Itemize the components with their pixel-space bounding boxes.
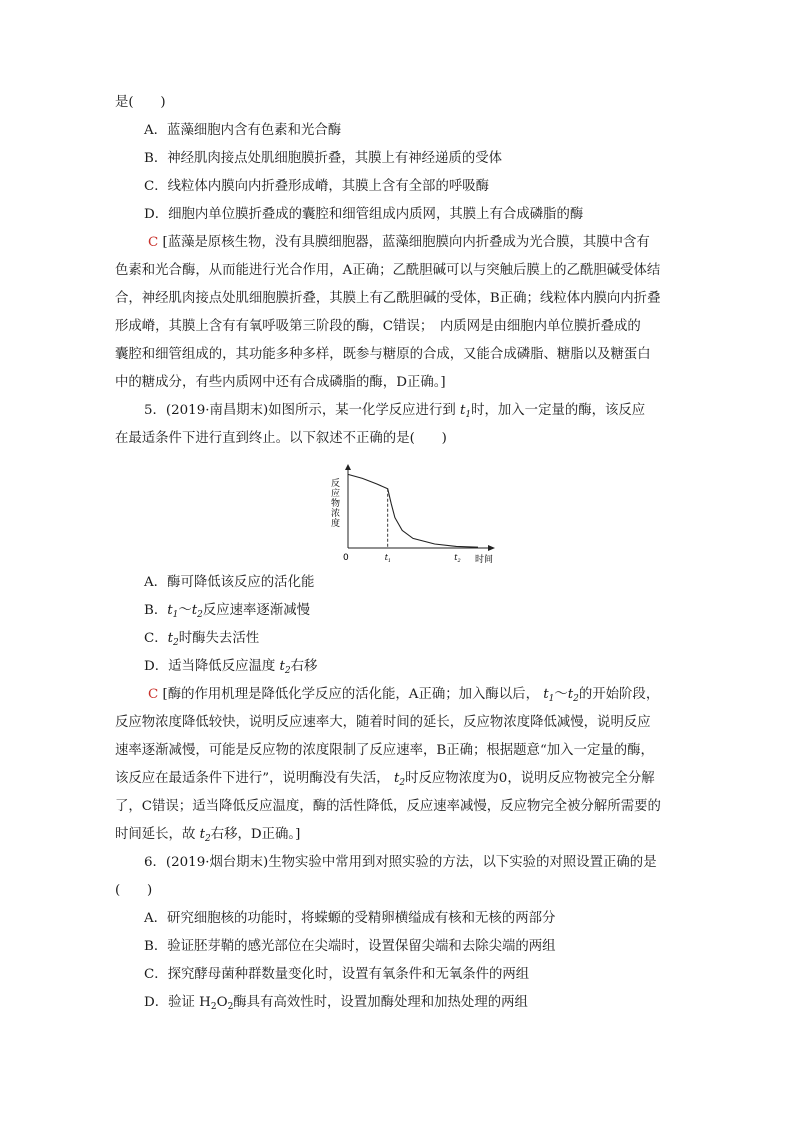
q5-explanation-line: C [酶的作用机理是降低化学反应的活化能，A正确；加入酶以后， $t_1\sim t_2$的开始阶段， <box>148 687 660 704</box>
q5-stem-line <box>0 399 794 423</box>
q5-explanation-line: 该反应在最适条件下进行”，说明酶没有失活， $t_2$时反应物浓度为0，说明反应物被完全分解 <box>115 771 655 788</box>
q4-explanation-line: 中的糖成分，有些内质网中还有合成磷脂的酶，D正确。] <box>115 375 446 390</box>
y-axis-arrow-icon <box>345 464 351 470</box>
reactant-concentration-curve <box>348 474 478 547</box>
reaction-curve-chart <box>328 464 504 564</box>
y-axis-label-char: 度 <box>331 519 341 529</box>
q5-explanation-line: 速率逐渐减慢，可能是反应物的浓度限制了反应速率，B正确；根据题意“加入一定量的酶， <box>115 743 654 758</box>
q5-t1-symbol: $t_1$ <box>460 403 472 420</box>
q4-explanation-line: 形成嵴，其膜上含有有氧呼吸第三阶段的酶，C错误； 内质网是由细胞内单位膜折叠成的 <box>115 319 641 334</box>
q5-stem-line: 在最适条件下进行直到终止。以下叙述不正确的是( ) <box>115 431 447 446</box>
q4-explanation-line <box>0 231 794 255</box>
y-axis-label-char: 物 <box>331 499 341 509</box>
x-axis-label: 时间 <box>475 555 494 564</box>
q4-explanation-line: 色素和光合酶，从而能进行光合作用，A正确；乙酰胆碱可以与突触后膜上的乙酰胆碱受体结 <box>115 263 661 278</box>
q4-explanation-text: [蓝藻是原核生物，没有具膜细胞器，蓝藻细胞膜向内折叠成为光合膜，其膜中含有 <box>162 235 650 250</box>
t2-tick-label: $t_2$ <box>454 553 461 564</box>
q6-option-c: C．探究酵母菌种群数量变化时，设置有氧条件和无氧条件的两组 <box>144 967 530 982</box>
q5-option-c: C．$t_2$时酶失去活性 <box>144 631 260 648</box>
q4-explanation-line: 囊腔和细管组成的，其功能多种多样，既参与糖原的合成，又能合成磷脂、糖脂以及糖蛋白 <box>115 347 651 362</box>
q5-explanation-line: 时间延长，故 $t_2$右移，D正确。] <box>115 827 301 844</box>
q6-stem-line: ( ) <box>115 883 153 898</box>
q4-answer: C <box>148 235 159 250</box>
q5-option-b: B．$t_1\sim t_2$反应速率逐渐减慢 <box>144 603 310 620</box>
q6-stem-line: 6．(2019·烟台期末)生物实验中常用到对照实验的方法，以下实验的对照设置正确的是 <box>144 855 657 870</box>
origin-label: 0 <box>343 553 349 563</box>
q6-option-d: D．验证 $H_2O_2$酶具有高效性时，设置加酶处理和加热处理的两组 <box>144 995 528 1012</box>
q5-option-a: A．酶可降低该反应的活化能 <box>144 575 315 590</box>
q5-answer: C <box>148 687 159 702</box>
y-axis-label <box>331 477 340 529</box>
reaction-curve-figure <box>328 464 504 564</box>
q6-option-b: B．验证胚芽鞘的感光部位在尖端时，设置保留尖端和去除尖端的两组 <box>144 939 556 954</box>
q5-explanation-line: 反应物浓度降低较快，说明反应速率大，随着时间的延长，反应物浓度降低减慢，说明反应 <box>115 715 651 730</box>
q5-stem-text: 时，加入一定量的酶，该反应 <box>471 403 646 418</box>
q4-option-c: C．线粒体内膜向内折叠形成嵴，其膜上含有全部的呼吸酶 <box>144 179 490 194</box>
y-axis-label-char: 反 <box>331 479 341 489</box>
x-axis-arrow-icon <box>488 545 495 551</box>
q4-option-d: D．细胞内单位膜折叠成的囊腔和细管组成内质网，其膜上有合成磷脂的酶 <box>144 207 584 222</box>
q5-explanation-line: 了，C错误；适当降低反应温度，酶的活性降低，反应速率减慢，反应物完全被分解所需要的 <box>115 799 661 814</box>
q5-stem-text: 5．(2019·南昌期末)如图所示，某一化学反应进行到 <box>144 403 456 418</box>
q4-explanation-line: 合，神经肌肉接点处肌细胞膜折叠，其膜上有乙酰胆碱的受体，B正确；线粒体内膜向内折叠 <box>115 291 661 306</box>
q5-option-d: D．适当降低反应温度 $t_2$右移 <box>144 659 318 676</box>
q6-option-a: A．研究细胞核的功能时，将蝾螈的受精卵横缢成有核和无核的两部分 <box>144 911 556 926</box>
y-axis-label-char: 应 <box>331 489 341 499</box>
t1-tick-label: $t_1$ <box>384 553 392 564</box>
q4-option-a: A．蓝藻细胞内含有色素和光合酶 <box>144 123 342 138</box>
y-axis-label-char: 浓 <box>331 509 341 519</box>
q4-option-b: B．神经肌肉接点处肌细胞膜折叠，其膜上有神经递质的受体 <box>144 151 502 166</box>
q4-stem-tail: 是( ) <box>115 95 166 110</box>
